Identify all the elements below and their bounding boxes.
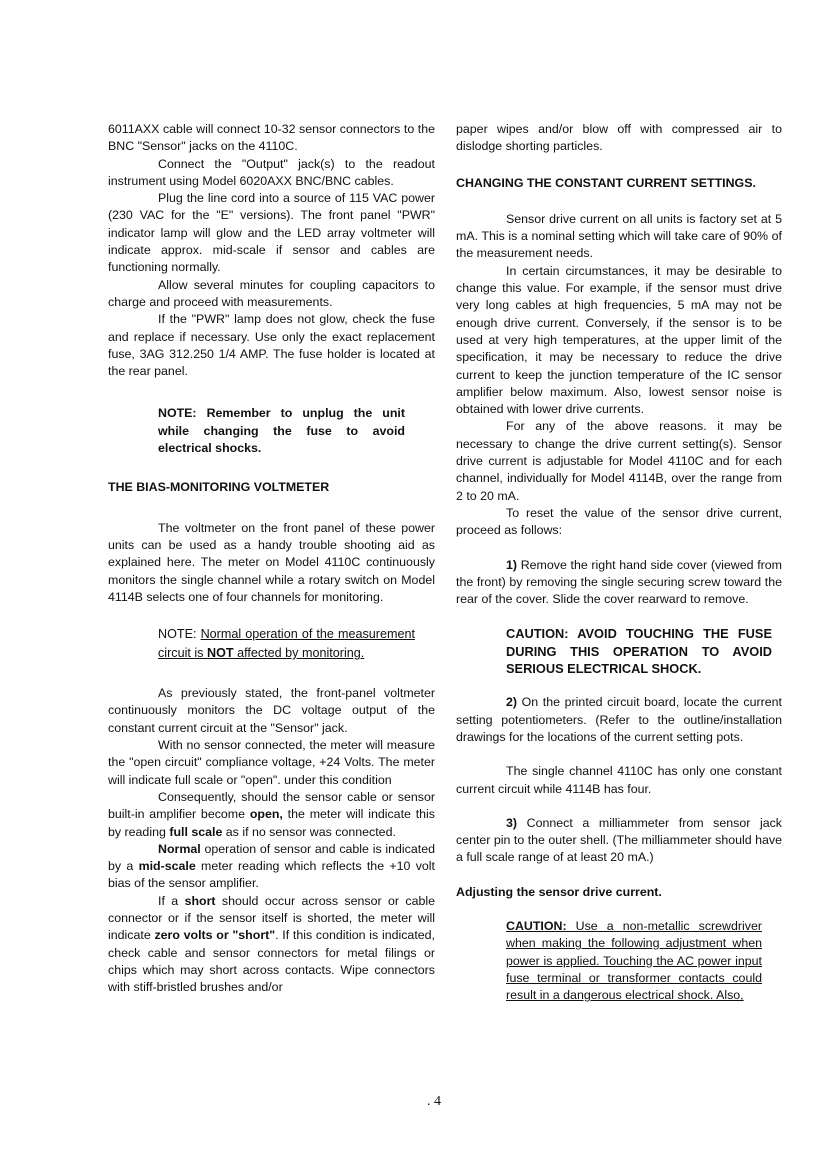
right-column — [456, 121, 782, 1004]
paragraph: Sensor drive current on all units is factory set at 5 mA. This is a nominal setting which will take care of 90% of the measurement needs. — [456, 211, 782, 261]
monitoring-note: NOTE: Normal operation of the measurement circuit is NOT affected by monitoring. — [158, 627, 415, 661]
page-number: . 4 — [427, 1094, 441, 1109]
paragraph: If the "PWR" lamp does not glow, check the fuse and replace if necessary. Use only the exact replacement fuse, 3AG 312.250 1/4 AMP. The fuse holder is located at the rear panel. — [108, 312, 435, 379]
paragraph: 6011AXX cable will connect 10-32 sensor connectors to the BNC "Sensor" jacks on the 4110C. — [108, 122, 435, 154]
paragraph: paper wipes and/or blow off with compressed air to dislodge shorting particles. — [456, 122, 782, 154]
section-heading-voltmeter: THE BIAS-MONITORING VOLTMETER — [108, 480, 330, 495]
paragraph: To reset the value of the sensor drive current, proceed as follows: — [456, 505, 782, 538]
paragraph: The voltmeter on the front panel of these power units can be used as a handy trouble shooting aid as explained here. The meter on Model 4110C continuously monitors the single channel while a rotary switch on Model 4114B selects one of four channels for monitoring. — [108, 520, 435, 604]
paragraph: In certain circumstances, it may be desirable to change this value. For example, if the sensor must drive very long cables at high frequencies, 5 mA may not be enough drive current. Conversely, if the sensor is to be used at very high temperatures, at the upper limit of the specification, it may be necessary to reduce the drive current to keep the junction temperature of the IC sensor amplifier below maximum. Also, lowest sensor noise is obtained with lower drive currents. — [456, 263, 782, 417]
fuse-note: NOTE: Remember to unplug the unit while changing the fuse to avoid electrical shocks. — [158, 406, 405, 456]
paragraph: Connect the "Output" jack(s) to the readout instrument using Model 6020AXX BNC/BNC cables. — [108, 156, 435, 188]
paragraph: Plug the line cord into a source of 115 VAC power (230 VAC for the "E" versions). The front panel "PWR" indicator lamp will glow and the LED array voltmeter will indicate approx. mid-scale if sensor and cables are functioning normally. — [108, 191, 435, 275]
paragraph: The single channel 4110C has only one constant current circuit while 4114B has four. — [456, 764, 782, 796]
paragraph: For any of the above reasons. it may be necessary to change the drive current setting(s). Sensor drive current is adjustable for Model 4110C and for each channel, individually for Model 4114B, over the range from 2 to 20 mA. — [456, 419, 782, 503]
paragraph: If a short should occur across sensor or cable connector or if the sensor itself is shorted, the meter will indicate zero volts or "short". If this condition is indicated, check cable and sensor connectors for metal filings or chips which may short across contacts. Wipe connectors with stiff-bristled brushes and/or — [108, 893, 435, 995]
step-2: 2) On the printed circuit board, locate the current setting potentiometers. (Refer to the outline/installation drawings for the locations of the current setting pots. — [456, 695, 782, 744]
step-3: 3) Connect a milliammeter from sensor jack center pin to the outer shell. (The milliammeter should have a full scale range of at least 20 mA.) — [456, 815, 782, 865]
caution-fuse: CAUTION: AVOID TOUCHING THE FUSE DURING THIS OPERATION TO AVOID SERIOUS ELECTRICAL SHOCK. — [506, 626, 772, 677]
paragraph: Consequently, should the sensor cable or sensor built-in amplifier become open, the meter will indicate this by reading full scale as if no sensor was connected. — [108, 789, 435, 839]
paragraph: Allow several minutes for coupling capacitors to charge and proceed with measurements. — [108, 277, 435, 309]
section-heading-constant-current: CHANGING THE CONSTANT CURRENT SETTINGS. — [456, 175, 756, 190]
section-heading-adjusting: Adjusting the sensor drive current. — [456, 884, 662, 899]
left-column — [108, 121, 435, 996]
paragraph: Normal operation of sensor and cable is indicated by a mid-scale meter reading which reflects the +10 volt bias of the sensor amplifier. — [108, 841, 435, 891]
paragraph: As previously stated, the front-panel voltmeter continuously monitors the DC voltage output of the constant current circuit at the "Sensor" jack. — [108, 686, 435, 735]
paragraph: With no sensor connected, the meter will measure the "open circuit" compliance voltage, +24 Volts. The meter will indicate full scale or "open". under this condition — [108, 738, 435, 787]
caution-screwdriver: CAUTION: Use a non-metallic screwdriver when making the following adjustment when power is applied. Touching the AC power input fuse terminal or transformer contacts could result in a dangerous electrical shock. Also, — [506, 918, 762, 1003]
step-1: 1) Remove the right hand side cover (viewed from the front) by removing the single securing screw toward the rear of the cover. Slide the cover rearward to remove. — [456, 557, 782, 607]
